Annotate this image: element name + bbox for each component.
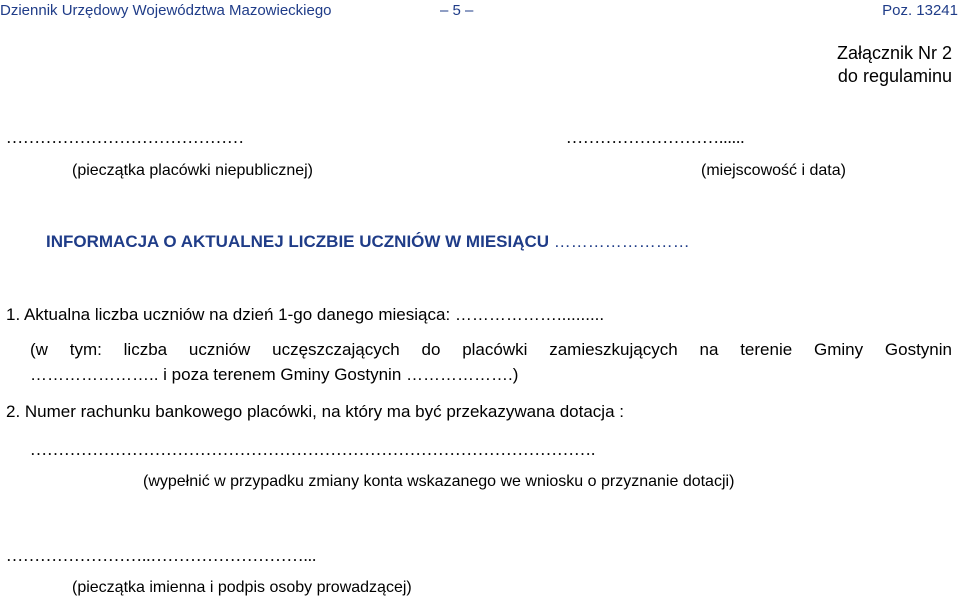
- item1-text: 1. Aktualna liczba uczniów na dzień 1-go danego miesiąca:: [6, 305, 455, 324]
- position-number: Poz. 13241: [882, 2, 958, 19]
- item1-dots: ………………..........: [454, 305, 605, 324]
- stamp-dots: ……………………………………: [6, 128, 244, 147]
- place-date-label: (miejscowość i data): [701, 162, 846, 179]
- place-date-dots: ………………………......: [566, 128, 745, 147]
- item1-sub-dots2: ……………….): [406, 365, 519, 384]
- item1-sub-line1: (w tym: liczba uczniów uczęszczających do placówki zamieszkujących na terenie Gminy Gostynin: [30, 340, 952, 359]
- stamp-label: (pieczątka placówki niepublicznej): [72, 162, 314, 179]
- item1-sub-dots1: …………………..: [30, 365, 159, 384]
- signature-label: (pieczątka imienna i podpis osoby prowadzącej): [72, 579, 412, 596]
- journal-name: Dziennik Urzędowy Województwa Mazowieckiego: [0, 2, 332, 19]
- signature-dots: ……………………..………………………...: [6, 546, 317, 565]
- document-title-dots: ……………………: [553, 232, 690, 251]
- item2-text: 2. Numer rachunku bankowego placówki, na który ma być przekazywana dotacja :: [6, 402, 624, 421]
- page-number: – 5 –: [440, 2, 474, 19]
- item1-sub-line2: [30, 365, 518, 385]
- item1-sub-text: i poza terenem Gminy Gostynin: [158, 365, 406, 384]
- item1-line: [6, 305, 604, 325]
- account-note: (wypełnić w przypadku zmiany konta wskazanego we wniosku o przyznanie dotacji): [143, 473, 735, 490]
- attachment-label: Załącznik Nr 2: [836, 43, 952, 63]
- document-title: [46, 232, 690, 252]
- regulation-label: do regulaminu: [837, 66, 952, 86]
- account-number-dots: ……………………………………………………………………………………….: [30, 440, 596, 459]
- document-title-text: INFORMACJA O AKTUALNEJ LICZBIE UCZNIÓW W MIESIĄCU: [46, 232, 554, 251]
